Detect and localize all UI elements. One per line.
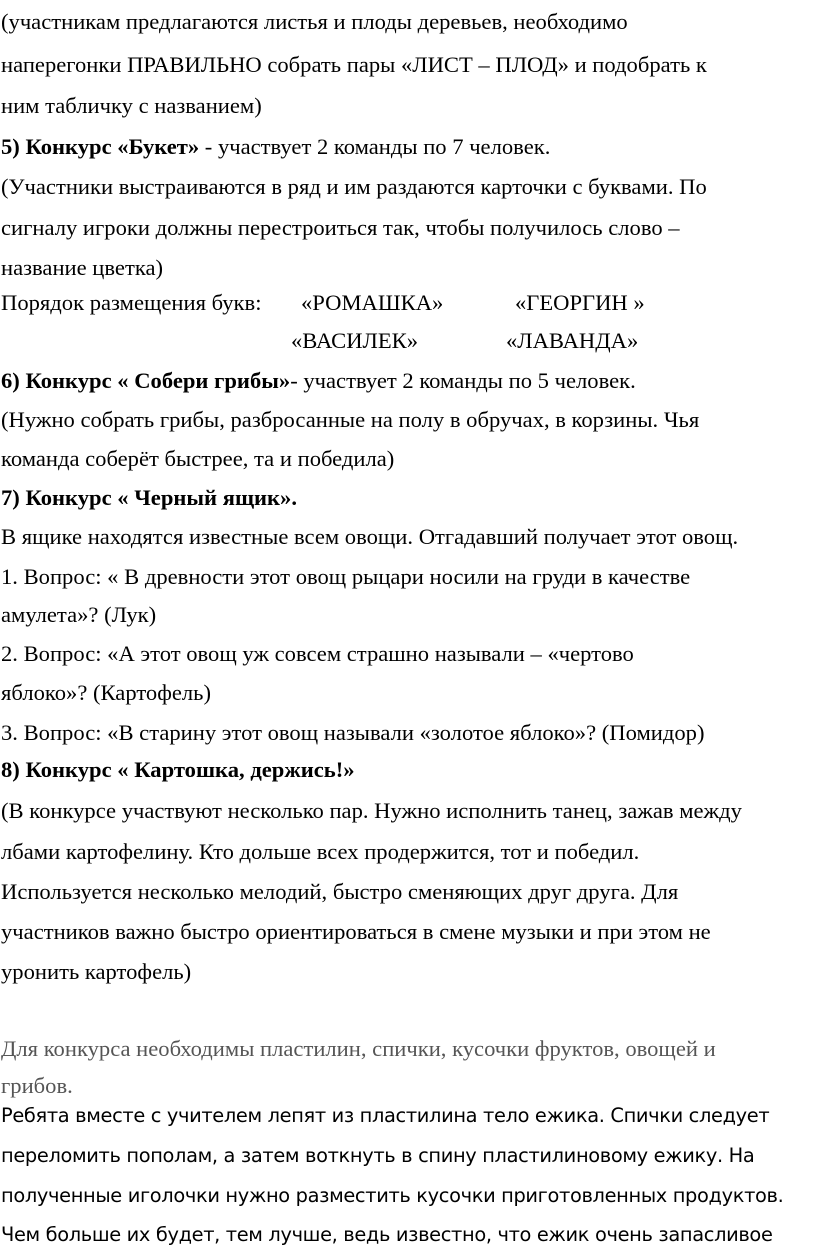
- text-line: Используется несколько мелодий, быстро сменяющих друг друга. Для: [1, 879, 679, 904]
- contest-5-heading: 5) Конкурс «Букет»: [1, 134, 200, 159]
- text-line: яблоко»? (Картофель): [1, 680, 211, 705]
- text-line: (Нужно собрать грибы, разбросанные на полу в обручах, в корзины. Чья: [1, 407, 700, 432]
- contest-8-heading: [1, 756, 355, 784]
- contest-7-heading-text: 7) Конкурс « Черный ящик».: [1, 485, 298, 510]
- text-line: (В конкурсе участвуют несколько пар. Нужно исполнить танец, зажав между: [1, 798, 742, 823]
- contest-8-heading-text: 8) Конкурс « Картошка, держись!»: [1, 757, 355, 782]
- question-line: 2. Вопрос: «А этот овощ уж совсем страшно называли – «чертово: [1, 641, 634, 666]
- question-line: 3. Вопрос: «В старину этот овощ называли «золотое яблоко»? (Помидор): [1, 720, 705, 745]
- flower-word: «ВАСИЛЕК»: [291, 328, 419, 353]
- contest-6-heading: 6) Конкурс « Собери грибы»: [1, 368, 291, 393]
- instruction-line: Чем больше их будет, тем лучше, ведь известно, что ежик очень запасливое: [1, 1223, 773, 1246]
- instruction-line: Ребята вместе с учителем лепят из пластилина тело ежика. Спички следует: [1, 1104, 770, 1127]
- text-line: команда соберёт быстрее, та и победила): [1, 446, 395, 471]
- text-line: ним табличку с названием): [1, 93, 262, 118]
- flower-word: «ГЕОРГИН »: [515, 290, 645, 315]
- question-line: 1. Вопрос: « В древности этот овощ рыцари носили на груди в качестве: [1, 564, 691, 589]
- text-line: (Участники выстраиваются в ряд и им раздаются карточки с буквами. По: [1, 174, 707, 199]
- text-line: (участникам предлагаются листья и плоды деревьев, необходимо: [1, 9, 628, 34]
- text-line: амулета»? (Лук): [1, 602, 157, 627]
- contest-5-line: [1, 133, 550, 161]
- instruction-line: переломить пополам, а затем воткнуть в спину пластилиновому ежику. На: [1, 1144, 755, 1167]
- flower-word: «ЛАВАНДА»: [506, 328, 639, 353]
- contest-7-heading: [1, 484, 297, 512]
- letters-order-label: Порядок размещения букв:: [1, 290, 262, 315]
- text-line: наперегонки ПРАВИЛЬНО собрать пары «ЛИСТ – ПЛОД» и подобрать к: [1, 52, 707, 77]
- materials-line: грибов.: [1, 1073, 73, 1098]
- contest-6-desc: - участвует 2 команды по 5 человек.: [290, 368, 636, 393]
- text-line: участников важно быстро ориентироваться в смене музыки и при этом не: [1, 919, 711, 944]
- materials-line: Для конкурса необходимы пластилин, спички, кусочки фруктов, овощей и: [1, 1036, 716, 1061]
- text-line: название цветка): [1, 255, 164, 280]
- text-line: уронить картофель): [1, 959, 192, 984]
- contest-6-line: [1, 367, 636, 395]
- contest-5-desc: - участвует 2 команды по 7 человек.: [199, 134, 551, 159]
- flower-word: «РОМАШКА»: [301, 290, 444, 315]
- text-line: В ящике находятся известные всем овощи. Отгадавший получает этот овощ.: [1, 524, 739, 549]
- text-line: лбами картофелину. Кто дольше всех продержится, тот и победил.: [1, 839, 640, 864]
- text-line: сигналу игроки должны перестроиться так, чтобы получилось слово –: [1, 215, 680, 240]
- instruction-line: полученные иголочки нужно разместить кусочки приготовленных продуктов.: [1, 1184, 784, 1207]
